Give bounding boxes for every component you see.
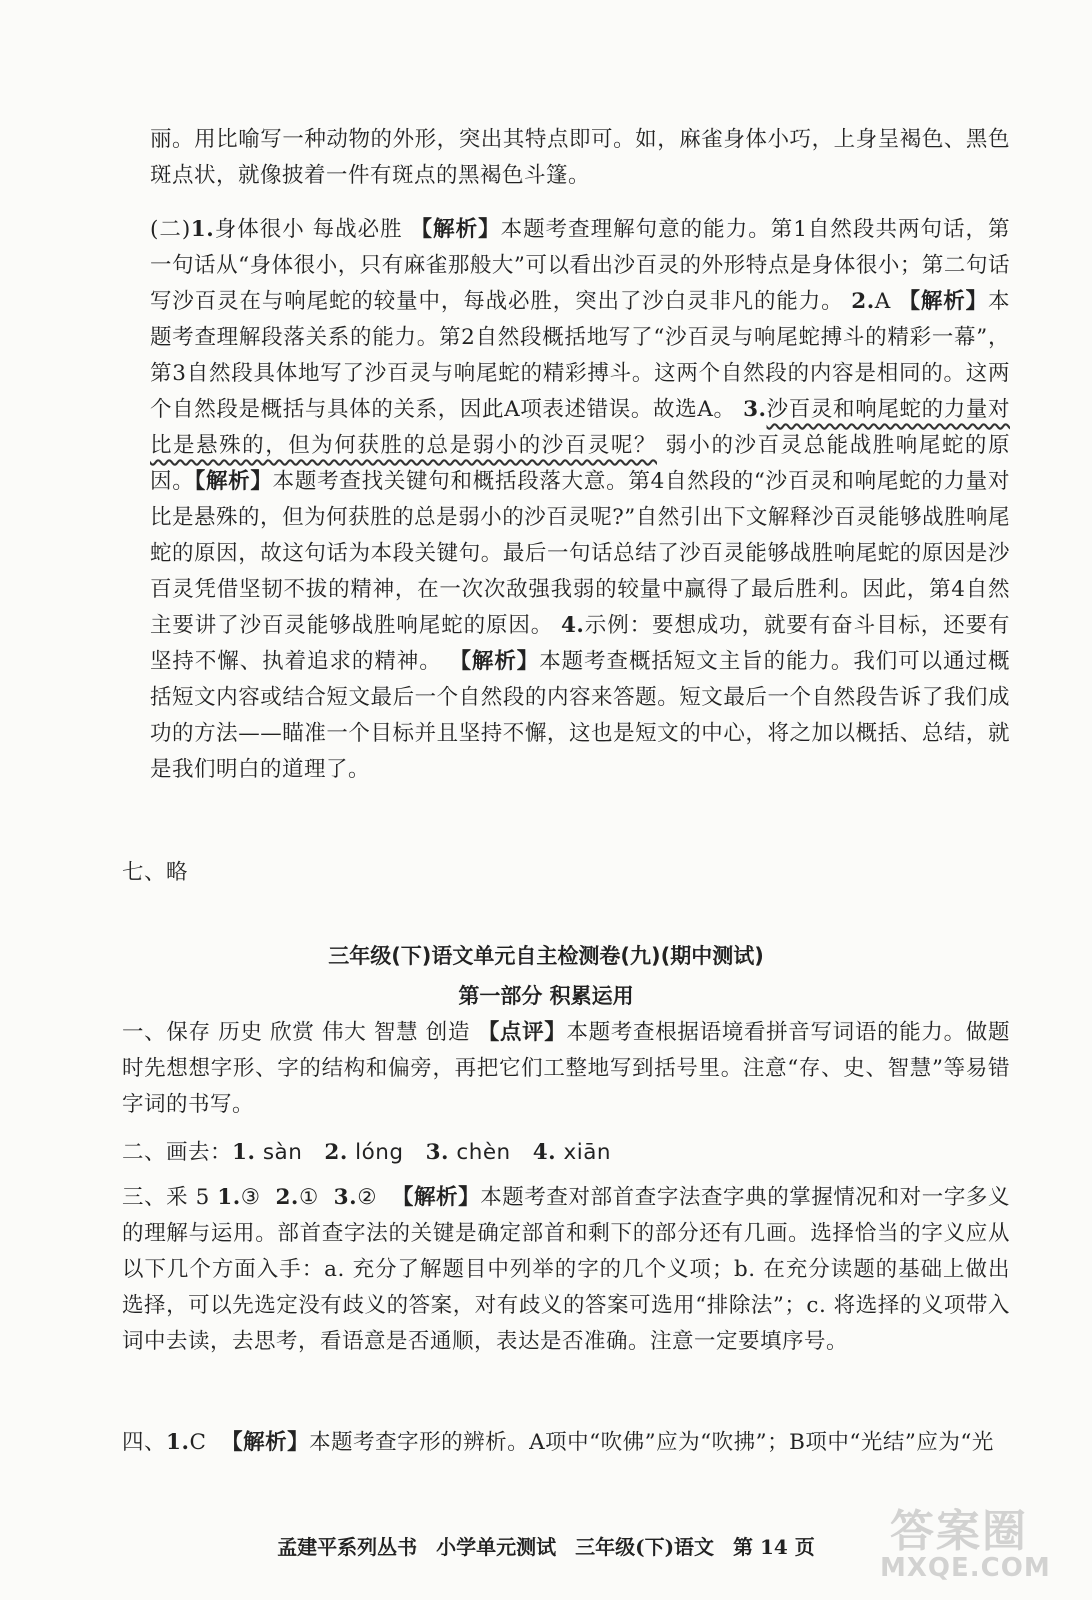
answer-block-section-2 [150,212,1010,788]
analysis-tag: 【解析】 [221,1430,310,1455]
question-4-analysis: 本题考查字形的辨析。A项中“吹佛”应为“吹拂”；B项中“光结”应为“光 [309,1430,994,1455]
analysis-tag: 【解析】 [449,649,540,674]
q1-number: 1. [190,217,215,242]
q4-number: 4. [560,613,585,638]
paragraph-prev-end [150,122,1010,194]
item-number: 4. [532,1140,557,1165]
choice-answer: C [189,1430,207,1455]
analysis-tag: 【解析】 [194,469,273,494]
question-1-words: 保存 历史 欣赏 伟大 智慧 创造 [166,1020,471,1045]
footer-book: 小学单元测试 [436,1535,557,1559]
item-number: 1. [232,1140,256,1165]
q1-answer: 身体很小 每战必胜 [214,217,403,242]
q4-answer: 示例：要想成功，就要有奋斗目标，还要有坚持不懈、执着追求的精神。 [150,613,1010,674]
question-2-label: 画去： [166,1140,233,1165]
footer-grade: 三年级(下)语文 [575,1535,715,1559]
analysis-tag: 【解析】 [410,217,501,242]
test-title: 三年级(下)语文单元自主检测卷(九)(期中测试) [328,944,764,968]
question-1-comment: 本题考查根据语境看拼音写词语的能力。做题时先想想字形、字的结构和偏旁，再把它们工整地写到括号里。注意“存、史、智慧”等易错字词的书写。 [122,1020,1010,1117]
question-3-answer [122,1180,1010,1360]
watermark-logo: 答案圈 [890,1506,1028,1557]
item-seven [122,855,982,891]
q2-analysis: 本题考查理解段落关系的能力。第2自然段概括地写了“沙百灵与响尾蛇搏斗的精彩一幕”，第3自然段具体地写了沙百灵与响尾蛇的精彩搏斗。这两个自然段的内容是相同的。这两个自然段是概括与具体的关系，因此A项表述错误。故选A。 [150,289,1010,422]
analysis-tag: 【解析】 [898,289,988,314]
pinyin-answer: sàn [262,1140,303,1165]
footer-series: 孟建平系列丛书 [277,1535,418,1559]
question-3-number: 三、 [122,1185,167,1210]
item-number: 1. [166,1430,190,1455]
question-1-answer [122,1015,1010,1123]
footer-page-number: 第 14 页 [733,1535,815,1559]
paragraph-text: 丽。用比喻写一种动物的外形，突出其特点即可。如，麻雀身体小巧，上身呈褐色、黑色斑点状，就像披着一件有斑点的黑褐色斗篷。 [150,127,1010,188]
q3-analysis: 本题考查找关键句和概括段落大意。第4自然段的“沙百灵和响尾蛇的力量对比是悬殊的，但为何获胜的总是弱小的沙百灵呢?”自然引出下文解释沙百灵能够战胜响尾蛇的原因，故这句话为本段关键句。最后一句话总结了沙百灵能够战胜响尾蛇的原因是沙百灵凭借坚韧不拔的精神，在一次次敌强我弱的较量中赢得了最后胜利。因此，第4自然主要讲了沙百灵能够战胜响尾蛇的原因。 [150,469,1010,638]
question-1-number: 一、 [122,1020,167,1045]
choice-answer: ② [357,1185,378,1210]
q4-analysis: 本题考查概括短文主旨的能力。我们可以通过概括短文内容或结合短文最后一个自然段的内容来答题。短文最后一个自然段告诉了我们成功的方法——瞄准一个目标并且坚持不懈，这也是短文的中心，将之加以概括、总结，就是我们明白的道理了。 [150,649,1010,782]
q2-answer: A [874,289,891,314]
item-number: 1. [217,1185,241,1210]
question-4-answer [122,1425,1010,1461]
question-2-answer [122,1135,1010,1171]
question-2-number: 二、 [122,1140,167,1165]
question-3-radical: 釆 5 [166,1185,218,1210]
watermark [870,1495,1080,1590]
pinyin-answer: xiān [563,1140,611,1165]
part-subtitle: 第一部分 积累运用 [458,984,634,1008]
item-number: 2. [275,1185,299,1210]
item-number: 2. [324,1140,348,1165]
comment-tag: 【点评】 [477,1020,567,1045]
q3-answer-main-idea: 弱小的沙百灵总能战胜响尾蛇的原因。 [150,433,1010,494]
pinyin-answer: lóng [355,1140,404,1165]
q2-number: 2. [851,289,875,314]
q3-number: 3. [743,397,767,422]
analysis-tag: 【解析】 [391,1185,481,1210]
q1-analysis: 本题考查理解句意的能力。第1自然段共两句话，第一句话从“身体很小，只有麻雀那般大”可以看出沙百灵的外形特点是身体很小；第二句话写沙百灵在与响尾蛇的较量中，每战必胜，突出了沙白灵非凡的能力。 [150,217,1010,314]
watermark-url: MXQE.COM [880,1553,1051,1583]
item-number: 3. [425,1140,450,1165]
choice-answer: ③ [240,1185,261,1210]
choice-answer: ① [298,1185,319,1210]
pinyin-answer: chèn [456,1140,511,1165]
section-number: (二) [150,217,191,242]
question-3-analysis: 本题考查对部首查字法查字典的掌握情况和对一字多义的理解与运用。部首查字法的关键是确定部首和剩下的部分还有几画。选择恰当的字义应从以下几个方面入手：a. 充分了解题目中列举的字的几个义项；b. 在充分读题的基础上做出选择，可以先选定没有歧义的答案，对有歧义的答案可选用“排除法”；c. 将选择的义项带入词中去读，去思考，看语意是否通顺，表达是否准确。注意一定要填序号。 [122,1185,1010,1354]
q3-answer-key-sentence: 沙百灵和响尾蛇的力量对比是悬殊的，但为何获胜的总是弱小的沙百灵呢？ [150,397,1010,458]
question-4-number: 四、 [122,1430,167,1455]
item-number: 3. [333,1185,358,1210]
item-seven-text: 七、略 [122,860,189,885]
